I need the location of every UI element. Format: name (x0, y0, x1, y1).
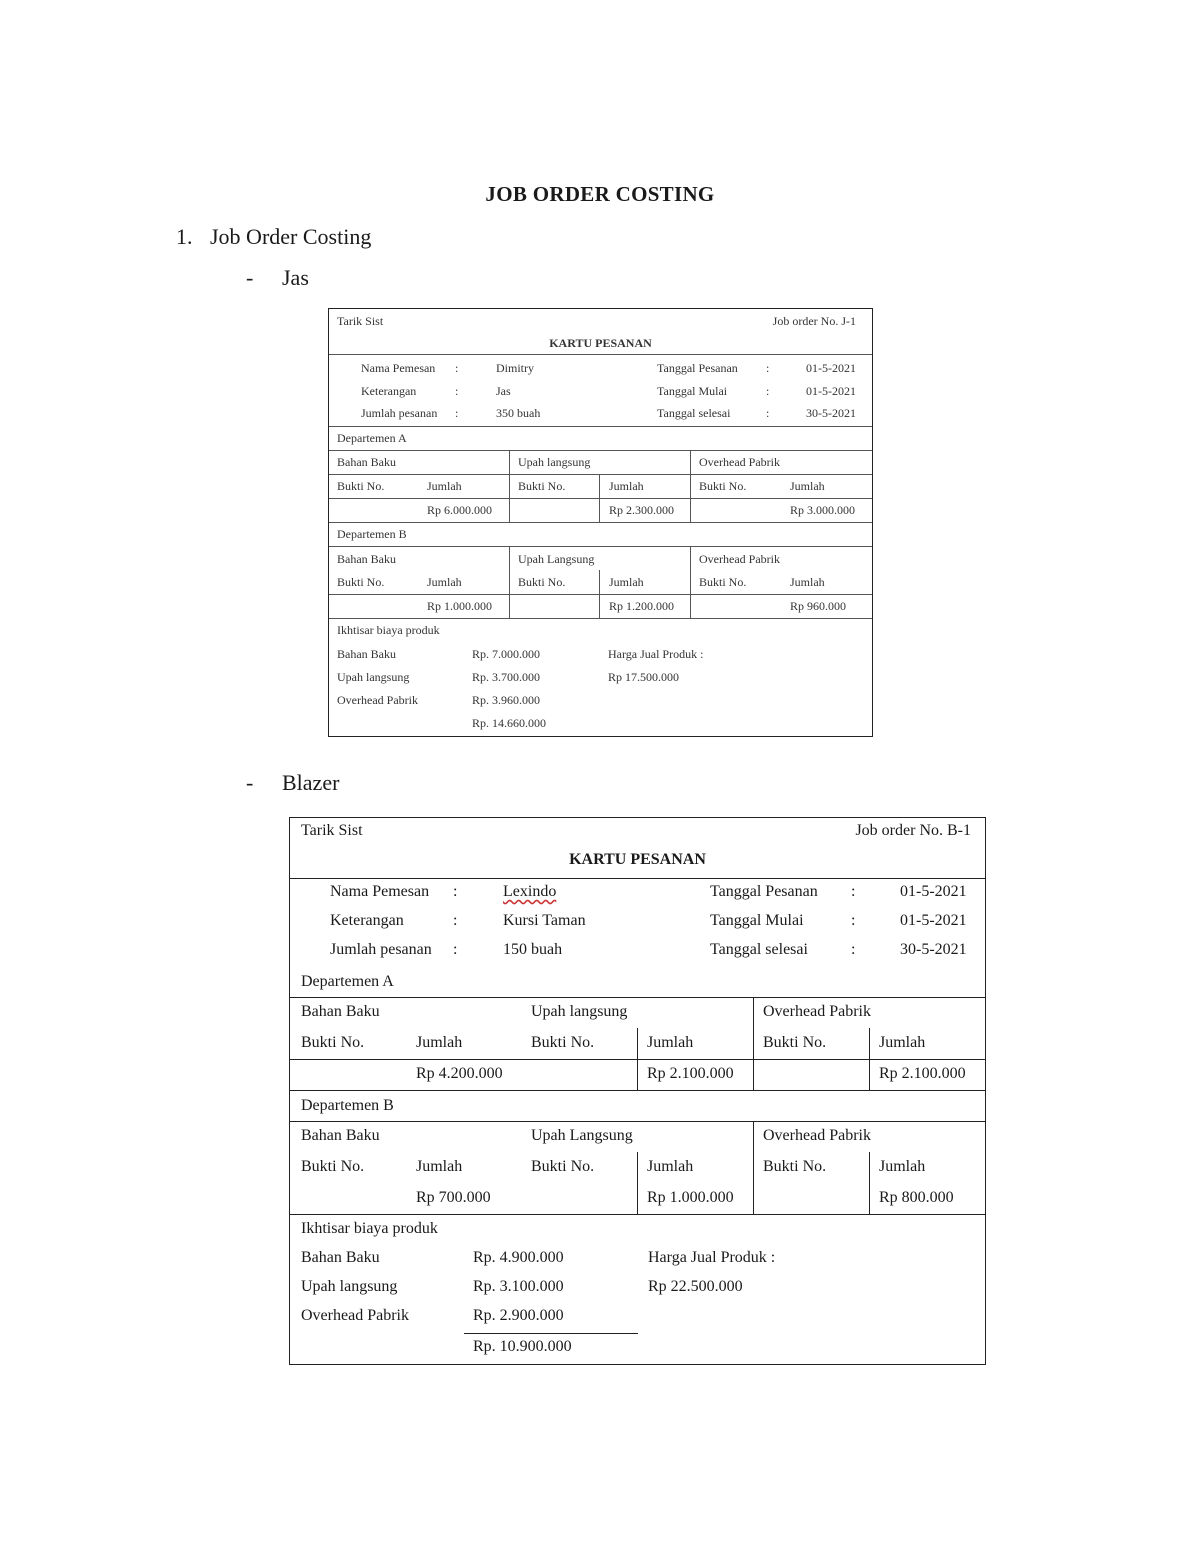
bahan-baku-header: Bahan Baku (337, 552, 396, 566)
overhead-pabrik-amount: Rp 800.000 (879, 1189, 954, 1206)
colon: : (455, 406, 459, 420)
upah-langsung-amount: Rp 1.200.000 (609, 599, 675, 613)
harga-jual-value: Rp 22.500.000 (648, 1278, 743, 1295)
tm-label: Tanggal Mulai (710, 912, 804, 929)
job-order-number: Job order No. J-1 (772, 314, 856, 328)
summary-overhead-label: Overhead Pabrik (337, 693, 418, 707)
summary-bahan-label: Bahan Baku (301, 1249, 380, 1266)
bukti-no-header: Bukti No. (337, 575, 385, 589)
summary-total-value: Rp. 10.900.000 (473, 1338, 572, 1355)
bukti-no-header: Bukti No. (763, 1158, 827, 1175)
row-divider (329, 498, 872, 499)
colon: : (453, 912, 458, 929)
dash-bullet: - (246, 265, 254, 290)
department-label: Departemen B (301, 1097, 394, 1114)
nama-value: Lexindo (503, 883, 557, 900)
row-divider (329, 618, 872, 619)
bahan-baku-amount: Rp 1.000.000 (427, 599, 493, 613)
jumlah-header: Jumlah (427, 575, 462, 589)
colon: : (766, 384, 770, 398)
upah-langsung-amount: Rp 1.000.000 (647, 1189, 734, 1206)
company-name: Tarik Sist (337, 314, 384, 328)
bahan-baku-header: Bahan Baku (301, 1003, 380, 1020)
column-divider (690, 546, 691, 618)
section-jas-heading (246, 265, 309, 291)
jumlah-header: Jumlah (879, 1034, 926, 1051)
bukti-no-header: Bukti No. (518, 575, 566, 589)
summary-bahan-value: Rp. 7.000.000 (472, 647, 541, 661)
row-divider (329, 594, 872, 595)
summary-upah-label: Upah langsung (301, 1278, 398, 1295)
overhead-pabrik-header: Overhead Pabrik (763, 1127, 871, 1144)
jumlah-label: Jumlah pesanan (361, 406, 438, 420)
bukti-no-header: Bukti No. (699, 479, 747, 493)
ket-label: Keterangan (361, 384, 417, 398)
bukti-no-header: Bukti No. (301, 1158, 365, 1175)
ts-label: Tanggal selesai (657, 406, 731, 420)
column-divider (637, 1028, 638, 1090)
upah-langsung-amount: Rp 2.300.000 (609, 503, 675, 517)
row-divider (329, 474, 872, 475)
document-title: JOB ORDER COSTING (485, 182, 715, 206)
harga-jual-label: Harga Jual Produk : (608, 647, 704, 661)
jumlah-header: Jumlah (790, 479, 825, 493)
tm-value: 01-5-2021 (900, 912, 967, 929)
jumlah-label: Jumlah pesanan (330, 941, 432, 958)
column-divider (509, 450, 510, 522)
overhead-pabrik-header: Overhead Pabrik (699, 552, 780, 566)
colon: : (766, 361, 770, 375)
nama-label: Nama Pemesan (361, 361, 436, 375)
colon: : (453, 941, 458, 958)
jumlah-header: Jumlah (416, 1034, 463, 1051)
bukti-no-header: Bukti No. (699, 575, 747, 589)
company-name: Tarik Sist (301, 822, 363, 839)
upah-langsung-header: Upah langsung (518, 455, 591, 469)
colon: : (851, 941, 856, 958)
total-underline (464, 1333, 638, 1334)
ket-value: Kursi Taman (503, 912, 586, 929)
section-label: Jas (282, 265, 309, 290)
jumlah-value: 150 buah (503, 941, 563, 958)
nama-label: Nama Pemesan (330, 883, 430, 900)
jumlah-header: Jumlah (879, 1158, 926, 1175)
jumlah-header: Jumlah (647, 1158, 694, 1175)
jumlah-header: Jumlah (609, 479, 644, 493)
department-label: Departemen B (337, 527, 407, 541)
bahan-baku-header: Bahan Baku (301, 1127, 380, 1144)
jumlah-header: Jumlah (609, 575, 644, 589)
row-divider (329, 522, 872, 523)
bukti-no-header: Bukti No. (337, 479, 385, 493)
summary-label: Ikhtisar biaya produk (301, 1220, 438, 1237)
list-label: Job Order Costing (210, 224, 372, 249)
order-card-blazer (289, 817, 986, 1365)
row-divider (290, 1214, 985, 1215)
bahan-baku-amount: Rp 700.000 (416, 1189, 491, 1206)
summary-upah-value: Rp. 3.100.000 (473, 1278, 564, 1295)
overhead-pabrik-header: Overhead Pabrik (699, 455, 780, 469)
ts-label: Tanggal selesai (710, 941, 808, 958)
summary-overhead-label: Overhead Pabrik (301, 1307, 409, 1324)
colon: : (766, 406, 770, 420)
column-divider (869, 1152, 870, 1214)
row-divider (290, 878, 985, 879)
column-divider (753, 1121, 754, 1214)
summary-overhead-value: Rp. 2.900.000 (473, 1307, 564, 1324)
ts-value: 30-5-2021 (806, 406, 856, 420)
bahan-baku-amount: Rp 4.200.000 (416, 1065, 503, 1082)
jumlah-header: Jumlah (790, 575, 825, 589)
column-divider (690, 450, 691, 522)
ket-value: Jas (496, 384, 511, 398)
column-divider (869, 1028, 870, 1090)
bukti-no-header: Bukti No. (301, 1034, 365, 1051)
bahan-baku-header: Bahan Baku (337, 455, 396, 469)
ket-label: Keterangan (330, 912, 404, 929)
job-order-number: Job order No. B-1 (855, 822, 971, 839)
row-divider (329, 450, 872, 451)
tp-label: Tanggal Pesanan (657, 361, 738, 375)
row-divider (290, 997, 985, 998)
nama-value: Dimitry (496, 361, 534, 375)
upah-langsung-header: Upah Langsung (518, 552, 595, 566)
jumlah-header: Jumlah (416, 1158, 463, 1175)
bukti-no-header: Bukti No. (531, 1158, 595, 1175)
bukti-no-header: Bukti No. (518, 479, 566, 493)
tm-label: Tanggal Mulai (657, 384, 728, 398)
dash-bullet: - (246, 770, 254, 795)
bahan-baku-amount: Rp 6.000.000 (427, 503, 493, 517)
harga-jual-value: Rp 17.500.000 (608, 670, 680, 684)
colon: : (455, 361, 459, 375)
upah-langsung-header: Upah langsung (531, 1003, 628, 1020)
jumlah-value: 350 buah (496, 406, 541, 420)
column-divider (599, 474, 600, 522)
row-divider (329, 546, 872, 547)
bukti-no-header: Bukti No. (531, 1034, 595, 1051)
harga-jual-label: Harga Jual Produk : (648, 1249, 776, 1266)
upah-langsung-amount: Rp 2.100.000 (647, 1065, 734, 1082)
ts-value: 30-5-2021 (900, 941, 967, 958)
colon: : (453, 883, 458, 900)
row-divider (290, 1090, 985, 1091)
tp-label: Tanggal Pesanan (710, 883, 818, 900)
card-title: KARTU PESANAN (549, 336, 652, 350)
department-label: Departemen A (301, 973, 394, 990)
jumlah-header: Jumlah (427, 479, 462, 493)
column-divider (753, 997, 754, 1090)
summary-total-value: Rp. 14.660.000 (472, 716, 547, 730)
tp-value: 01-5-2021 (806, 361, 856, 375)
summary-label: Ikhtisar biaya produk (337, 623, 440, 637)
overhead-pabrik-header: Overhead Pabrik (763, 1003, 871, 1020)
bukti-no-header: Bukti No. (763, 1034, 827, 1051)
row-divider (290, 1121, 985, 1122)
overhead-pabrik-amount: Rp 2.100.000 (879, 1065, 966, 1082)
summary-overhead-value: Rp. 3.960.000 (472, 693, 541, 707)
overhead-pabrik-amount: Rp 960.000 (790, 599, 847, 613)
jumlah-header: Jumlah (647, 1034, 694, 1051)
card-title: KARTU PESANAN (569, 851, 706, 868)
list-item-job-order-costing (176, 224, 371, 250)
tp-value: 01-5-2021 (900, 883, 967, 900)
section-blazer-heading (246, 770, 339, 796)
order-card-jas (328, 308, 873, 737)
summary-upah-label: Upah langsung (337, 670, 410, 684)
row-divider (329, 354, 872, 355)
section-label: Blazer (282, 770, 340, 795)
summary-bahan-label: Bahan Baku (337, 647, 396, 661)
colon: : (851, 883, 856, 900)
colon: : (851, 912, 856, 929)
row-divider (329, 426, 872, 427)
tm-value: 01-5-2021 (806, 384, 856, 398)
colon: : (455, 384, 459, 398)
department-label: Departemen A (337, 431, 407, 445)
overhead-pabrik-amount: Rp 3.000.000 (790, 503, 856, 517)
upah-langsung-header: Upah Langsung (531, 1127, 633, 1144)
summary-upah-value: Rp. 3.700.000 (472, 670, 541, 684)
column-divider (509, 546, 510, 618)
summary-bahan-value: Rp. 4.900.000 (473, 1249, 564, 1266)
list-number: 1. (176, 224, 193, 249)
column-divider (637, 1152, 638, 1214)
